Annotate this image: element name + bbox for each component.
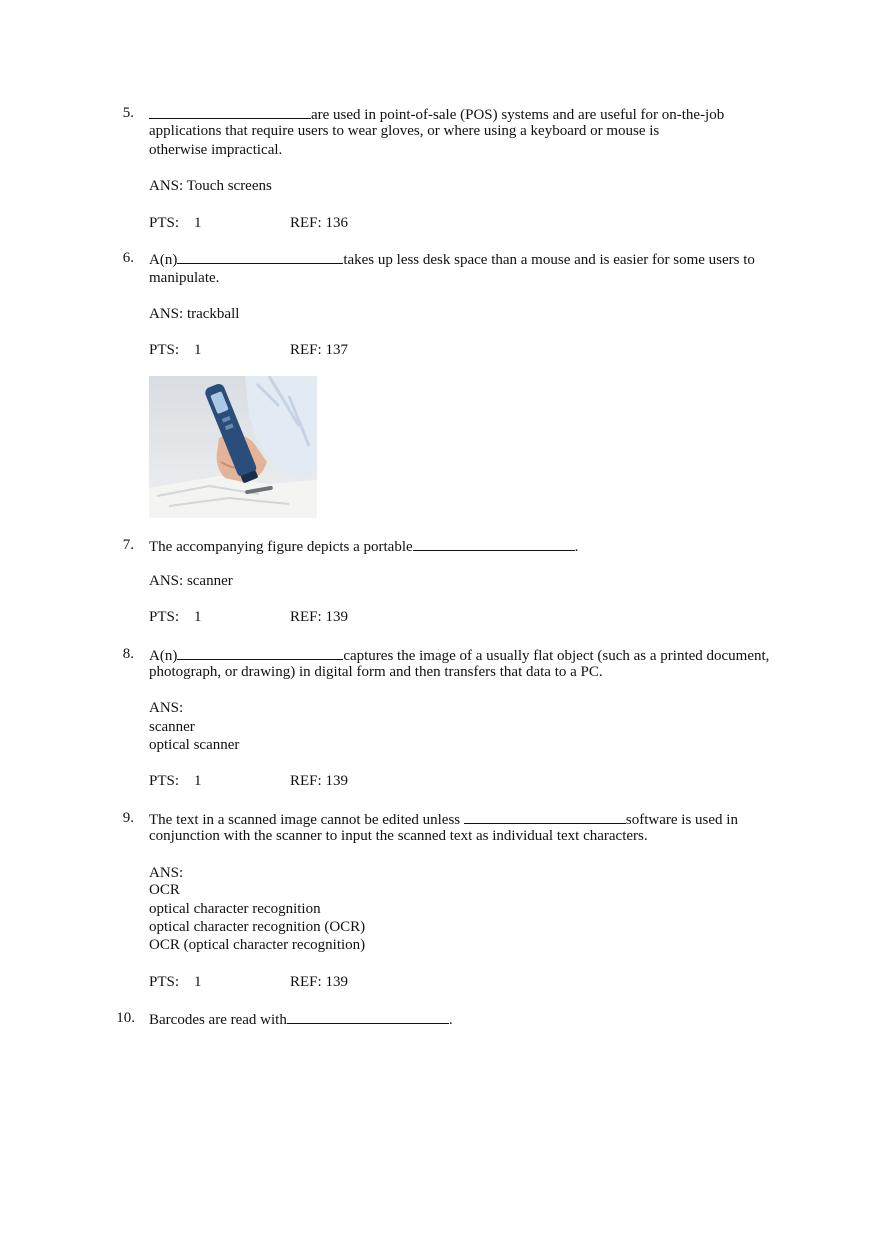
answer-label: ANS:: [149, 865, 184, 881]
question-number: 10.: [116, 1010, 135, 1026]
answer-line: ANS: Touch screens: [149, 178, 272, 194]
answer-option: OCR: [149, 882, 180, 898]
question-text-line: applications that require users to wear gloves, or where using a keyboard or mouse is: [149, 123, 660, 139]
question-text-line: A(n) captures the image of a usually flat object (such as a printed document,: [149, 648, 770, 664]
answer-option: OCR (optical character recognition): [149, 937, 366, 953]
answer-blank: [287, 1010, 449, 1024]
points: PTS: 1: [149, 773, 202, 789]
reference: REF: 137: [290, 342, 348, 358]
question-text-line: photograph, or drawing) in digital form and then transfers that data to a PC.: [149, 664, 603, 680]
points: PTS: 1: [149, 215, 202, 231]
reference: REF: 139: [290, 773, 348, 789]
question-number: 6.: [122, 250, 134, 266]
answer-option: scanner: [149, 719, 195, 735]
answer-blank: [149, 105, 311, 119]
question-text-line: are used in point-of-sale (POS) systems and are useful for on-the-job: [149, 105, 724, 124]
question-text-line: Barcodes are read with .: [149, 1012, 453, 1028]
answer-option: optical character recognition: [149, 901, 321, 917]
answer-label: ANS:: [149, 700, 184, 716]
reference: REF: 139: [290, 974, 348, 990]
question-text-line: The text in a scanned image cannot be edited unless software is used in: [149, 812, 738, 828]
points: PTS: 1: [149, 609, 202, 625]
question-text-line: otherwise impractical.: [149, 142, 283, 158]
portable-scanner-figure: [149, 376, 317, 518]
points: PTS: 1: [149, 974, 202, 990]
question-text-line: The accompanying figure depicts a portable .: [149, 539, 579, 555]
answer-blank: [413, 537, 575, 551]
answer-option: optical scanner: [149, 737, 240, 753]
answer-blank: [177, 646, 343, 660]
answer-blank: [177, 250, 343, 264]
reference: REF: 139: [290, 609, 348, 625]
points: PTS: 1: [149, 342, 202, 358]
question-number: 5.: [122, 105, 134, 121]
question-number: 8.: [122, 646, 134, 662]
reference: REF: 136: [290, 215, 348, 231]
question-text-line: A(n) takes up less desk space than a mouse and is easier for some users to: [149, 252, 755, 268]
question-number: 7.: [122, 537, 134, 553]
answer-line: ANS: trackball: [149, 306, 240, 322]
question-text-line: manipulate.: [149, 270, 220, 286]
question-number: 9.: [122, 810, 134, 826]
answer-blank: [464, 810, 626, 824]
answer-line: ANS: scanner: [149, 573, 233, 589]
question-text-line: conjunction with the scanner to input the scanned text as individual text characters.: [149, 828, 648, 844]
answer-option: optical character recognition (OCR): [149, 919, 366, 935]
portable-scanner-illustration: [149, 376, 317, 518]
